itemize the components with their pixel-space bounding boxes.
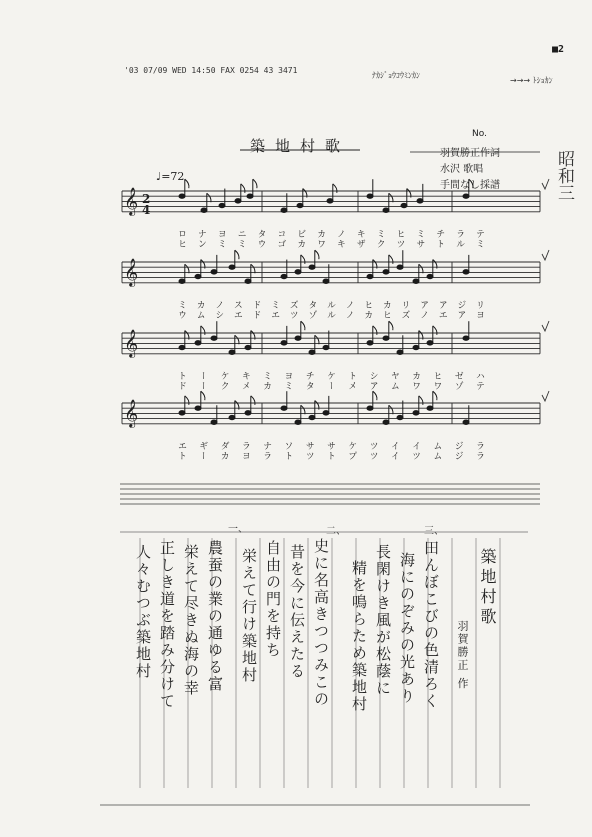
- lyric-syllable-pair: ミエ: [269, 300, 280, 320]
- note-flag: [419, 264, 423, 273]
- verse3-line2: 栄えて尽きぬ海の幸: [182, 544, 200, 697]
- lyric-syllable-pair: ナン: [195, 229, 206, 249]
- lyric-syllable-pair: ミカ: [261, 371, 272, 391]
- lyric-syllable-pair: キメ: [239, 371, 250, 391]
- note-head: [367, 194, 373, 198]
- lyric-syllable-pair: カヒ: [380, 300, 391, 320]
- lyric-syllable-pair: テミ: [474, 229, 484, 249]
- lyric-syllable-pair: ヨミ: [215, 229, 226, 249]
- note-head: [229, 265, 235, 269]
- blank-staff-lines: [120, 484, 540, 504]
- treble-clef: 𝄞: [124, 329, 139, 357]
- note-head: [397, 265, 403, 269]
- note-head: [245, 411, 251, 415]
- verse3-line1: 農蚕の業の通ゆる富: [206, 540, 224, 693]
- singer-credit: 水沢 歌唱: [440, 164, 484, 175]
- time-signature-bottom: 4: [142, 203, 151, 217]
- verse2-line2: 昔を今に伝えたる: [288, 544, 306, 680]
- note-flag: [207, 193, 211, 202]
- song-title: 築地村歌: [249, 137, 350, 155]
- verse1-line4: 精を鳴らため築地村: [350, 560, 368, 713]
- lyric-syllable-pair: トメ: [346, 371, 357, 391]
- lyric-syllable-pair: サツ: [303, 441, 314, 461]
- lyric-syllable-pair: カム: [194, 300, 205, 320]
- note-flag: [241, 184, 245, 193]
- lyric-syllable-pair: チタ: [303, 371, 314, 391]
- note-head: [427, 341, 433, 345]
- lyric-syllable-pair: リヨ: [474, 300, 484, 320]
- transcriber-credit: 手間なし採譜: [440, 180, 500, 191]
- note-head: [323, 279, 329, 283]
- lyric-syllable-pair: ケク: [218, 371, 229, 391]
- verse-number-1: 一、: [228, 524, 248, 535]
- note-head: [327, 199, 333, 203]
- note-head: [195, 341, 201, 345]
- lyric-syllable-pair: ハテ: [474, 371, 484, 391]
- note-head: [323, 411, 329, 415]
- lyric-syllable-pair: イツ: [410, 441, 421, 461]
- note-head: [309, 265, 315, 269]
- lyric-syllable-pair: カワ: [315, 229, 326, 249]
- lyric-syllable-pair: ヤム: [388, 371, 399, 391]
- lyric-syllable-pair: ニミ: [235, 229, 246, 249]
- note-head: [245, 345, 251, 349]
- fax-transmission-header: '03 07/09 WED 14:50 FAX 0254 43 3471: [124, 66, 298, 75]
- note-head: [323, 345, 329, 349]
- note-flag: [301, 255, 305, 264]
- note-head: [195, 406, 201, 410]
- verse2-line1: 史に名高きつつみこの: [312, 538, 330, 708]
- margin-note: 昭和三: [554, 150, 574, 201]
- note-flag: [185, 264, 189, 273]
- lyric-syllable-pair: ヨミ: [282, 371, 293, 391]
- note-head: [219, 203, 225, 207]
- note-flag: [235, 250, 239, 259]
- lyricist-credit: 羽賀勝正作詞: [440, 148, 500, 159]
- treble-clef: 𝄞: [124, 187, 139, 215]
- note-flag: [235, 335, 239, 344]
- note-flag: [185, 396, 189, 405]
- lyric-syllable-pair: ズツ: [287, 300, 298, 320]
- lyric-syllable-pair: アノ: [418, 300, 429, 320]
- note-head: [367, 274, 373, 278]
- note-head: [463, 420, 469, 424]
- lyric-syllable-pair: ダカ: [218, 441, 229, 461]
- lyric-syllable-pair: ミク: [374, 229, 385, 249]
- lyric-syllable-pair: ビカ: [295, 229, 306, 249]
- note-flag: [301, 405, 305, 414]
- lyric-syllable-pair: ナラ: [261, 441, 272, 461]
- lyric-syllable-pair: イイ: [388, 441, 399, 461]
- lyric-syllable-pair: トド: [176, 371, 186, 391]
- note-flag: [389, 193, 393, 202]
- staff-text: [124, 179, 549, 428]
- lyric-syllable-pair: ヒカ: [362, 300, 373, 320]
- note-head: [397, 415, 403, 419]
- lyric-syllable-pair: タウ: [255, 229, 266, 249]
- lyric-syllable-pair: カワ: [410, 371, 421, 391]
- lyric-syllable-pair: ノシ: [213, 300, 224, 320]
- note-flag: [301, 321, 305, 330]
- note-head: [211, 336, 217, 340]
- number-label: No.: [472, 129, 487, 139]
- lyric-syllable-pair: ミウ: [176, 300, 186, 320]
- note-head: [247, 194, 253, 198]
- note-head: [309, 415, 315, 419]
- lyric-syllable-pair: ノキ: [334, 229, 345, 249]
- lyric-syllable-pair: ツツ: [367, 441, 378, 461]
- fax-recipient-label: →→→ ﾄｼｮｶﾝ: [510, 76, 553, 85]
- poem-author: 羽賀勝正 作: [456, 620, 469, 691]
- note-flag: [315, 250, 319, 259]
- lyric-syllable-pair: ミサ: [414, 229, 425, 249]
- note-head: [413, 345, 419, 349]
- note-flag: [251, 264, 255, 273]
- lyric-syllable-pair: ドド: [250, 300, 261, 320]
- verse2-line3: 自由の門を持ち: [264, 540, 282, 659]
- verse1-line1: 田んぼこびの色清ろく: [422, 540, 440, 710]
- treble-clef: 𝄞: [124, 399, 139, 427]
- note-flag: [201, 391, 205, 400]
- note-head: [235, 199, 241, 203]
- treble-clef: 𝄞: [124, 258, 139, 286]
- verse1-line3: 長閑けき風が松蔭に: [374, 544, 392, 697]
- note-flag: [315, 335, 319, 344]
- note-flag: [253, 179, 257, 188]
- note-head: [463, 336, 469, 340]
- note-head: [281, 406, 287, 410]
- note-head: [281, 274, 287, 278]
- note-flag: [373, 326, 377, 335]
- note-head: [397, 350, 403, 354]
- lyric-syllable-pair: ヒツ: [394, 229, 405, 249]
- note-head: [367, 341, 373, 345]
- note-flag: [389, 321, 393, 330]
- note-head: [229, 415, 235, 419]
- note-flag: [389, 405, 393, 414]
- note-head: [179, 194, 185, 198]
- lyric-syllable-pair: キザ: [354, 229, 365, 249]
- lyric-syllable-pair: シア: [367, 371, 378, 391]
- note-flag: [389, 255, 393, 264]
- note-head: [229, 350, 235, 354]
- note-flag: [373, 391, 377, 400]
- lyric-syllable-pair: ラヨ: [239, 441, 250, 461]
- check-mark: [542, 391, 549, 401]
- lyric-syllable-pair: ケプ: [346, 441, 357, 461]
- note-head: [309, 350, 315, 354]
- verse3-line4: 人々むつぶ築地村: [134, 544, 152, 680]
- verse3-line3: 正しき道を踏み分けて: [158, 540, 176, 710]
- poem-title: 築地村歌: [478, 548, 497, 628]
- note-head: [281, 208, 287, 212]
- lyric-syllable-pair: リズ: [399, 300, 410, 320]
- lyric-syllable-pair: ラル: [454, 229, 465, 249]
- lyric-syllable-pair: ギー: [197, 441, 208, 461]
- note-head: [281, 341, 287, 345]
- note-head: [413, 411, 419, 415]
- note-flag: [185, 179, 189, 188]
- note-head: [417, 199, 423, 203]
- lyric-syllable-pair: ジジ: [452, 441, 463, 461]
- note-head: [179, 411, 185, 415]
- note-flag: [469, 179, 473, 188]
- verse2-line4: 栄えて行け築地村: [240, 548, 258, 684]
- lyric-syllable-pair: ヒワ: [431, 371, 442, 391]
- time-signature-top: 2: [142, 192, 151, 206]
- note-head: [211, 270, 217, 274]
- note-head: [383, 336, 389, 340]
- check-mark: [542, 250, 549, 260]
- lyric-syllable-pair: ルル: [325, 300, 335, 320]
- check-mark: [542, 179, 549, 189]
- check-mark: [542, 321, 549, 331]
- note-head: [245, 279, 251, 283]
- note-head: [297, 203, 303, 207]
- lyric-syllable-pair: タゾ: [306, 300, 317, 320]
- note-head: [413, 279, 419, 283]
- note-head: [463, 194, 469, 198]
- note-head: [295, 270, 301, 274]
- note-head: [383, 270, 389, 274]
- verse-number-3: 三、: [424, 526, 444, 537]
- lyric-syllable-pair: ケー: [325, 371, 335, 391]
- lyric-syllable-pair: サト: [325, 441, 335, 461]
- note-head: [295, 336, 301, 340]
- lyric-syllable-pair: エト: [176, 441, 186, 461]
- page-number: ■2: [552, 44, 565, 55]
- note-head: [211, 420, 217, 424]
- lyric-syllable-pair: ノノ: [343, 300, 354, 320]
- lyric-syllable-pair: ソト: [282, 441, 293, 461]
- note-head: [427, 274, 433, 278]
- lyric-syllable-pair: ララ: [474, 441, 484, 461]
- verse-number-2: 二、: [326, 526, 346, 537]
- note-flag: [419, 396, 423, 405]
- note-flag: [251, 396, 255, 405]
- note-head: [295, 420, 301, 424]
- note-head: [179, 345, 185, 349]
- note-head: [179, 279, 185, 283]
- lyric-syllable-pair: アエ: [436, 300, 447, 320]
- note-head: [463, 270, 469, 274]
- note-flag: [201, 326, 205, 335]
- lyric-syllable-pair: ムム: [431, 441, 442, 461]
- lyric-syllable-pair: ーー: [197, 371, 208, 391]
- note-head: [401, 203, 407, 207]
- lyric-syllable-pair: コゴ: [275, 229, 286, 249]
- fax-sender-label: ﾅｶｼﾞｮｳｺｳﾐﾝｶﾝ: [372, 71, 420, 80]
- tempo-marking: ♩=72: [156, 170, 185, 183]
- lyric-syllable-pair: ゼゾ: [452, 371, 463, 391]
- note-flag: [433, 326, 437, 335]
- note-head: [201, 208, 207, 212]
- lyric-syllable-pair: ジア: [455, 300, 466, 320]
- note-head: [195, 274, 201, 278]
- note-flag: [333, 184, 337, 193]
- lyric-syllable-pair: チト: [434, 229, 445, 249]
- lyric-syllable-pair: ロヒ: [176, 229, 186, 249]
- lyric-syllable-pair: スエ: [231, 300, 242, 320]
- verse1-line2: 海にのぞみの光あり: [398, 552, 416, 705]
- note-head: [383, 420, 389, 424]
- note-head: [367, 406, 373, 410]
- note-head: [427, 406, 433, 410]
- note-head: [383, 208, 389, 212]
- note-flag: [433, 391, 437, 400]
